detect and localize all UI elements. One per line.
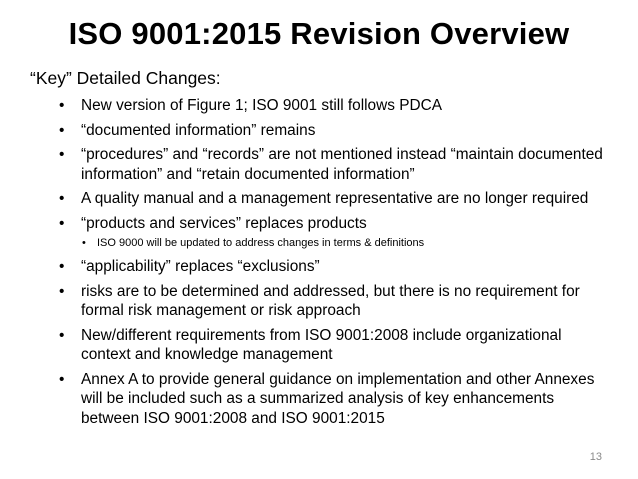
bullet-item	[0, 189, 638, 209]
bullet-text: “documented information” remains	[81, 121, 316, 139]
bullet-text: “applicability” replaces “exclusions”	[81, 258, 320, 275]
bullet-item	[0, 214, 638, 234]
bullet-text: “products and services” replaces products	[81, 214, 367, 232]
bullet-text: New/different requirements from ISO 9001:2008 include organizational context and knowledge management	[81, 326, 562, 363]
sub-bullet-text: ISO 9000 will be updated to address changes in terms & definitions	[97, 237, 425, 249]
bullet-item	[0, 370, 638, 429]
slide-subtitle: “Key” Detailed Changes:	[30, 68, 221, 88]
bullet-text: A quality manual and a management representative are no longer required	[81, 190, 589, 207]
bullet-text: Annex A to provide general guidance on implementation and other Annexes will be included such as a summarized analysis of key enhancements between ISO 9001:2008 and ISO 9001:2015	[81, 370, 595, 427]
page-number: 13	[589, 451, 602, 463]
bullet-text: risks are to be determined and addressed, but there is no requirement for formal risk management or risk approach	[81, 282, 580, 319]
bullet-text: New version of Figure 1; ISO 9001 still follows PDCA	[81, 97, 442, 114]
bullet-item	[0, 121, 638, 141]
bullet-dot: •	[59, 97, 65, 114]
bullet-dot: •	[59, 258, 65, 275]
sub-bullet-dot: •	[82, 237, 86, 249]
bullet-item	[0, 282, 638, 321]
bullet-item	[0, 145, 638, 184]
bullet-dot: •	[59, 146, 65, 163]
bullet-dot: •	[59, 121, 65, 139]
bullet-text: “procedures” and “records” are not mentioned instead “maintain documented information” and “retain documented information”	[81, 146, 603, 183]
slide-title: ISO 9001:2015 Revision Overview	[68, 16, 570, 51]
sub-bullet-item	[0, 236, 638, 251]
bullet-item	[0, 257, 638, 277]
bullet-list	[0, 96, 638, 433]
bullet-dot: •	[59, 190, 65, 207]
bullet-item	[0, 326, 638, 365]
bullet-dot: •	[59, 214, 65, 232]
bullet-dot: •	[59, 370, 65, 388]
bullet-dot: •	[59, 326, 65, 344]
bullet-dot: •	[59, 282, 65, 300]
bullet-item	[0, 96, 638, 116]
